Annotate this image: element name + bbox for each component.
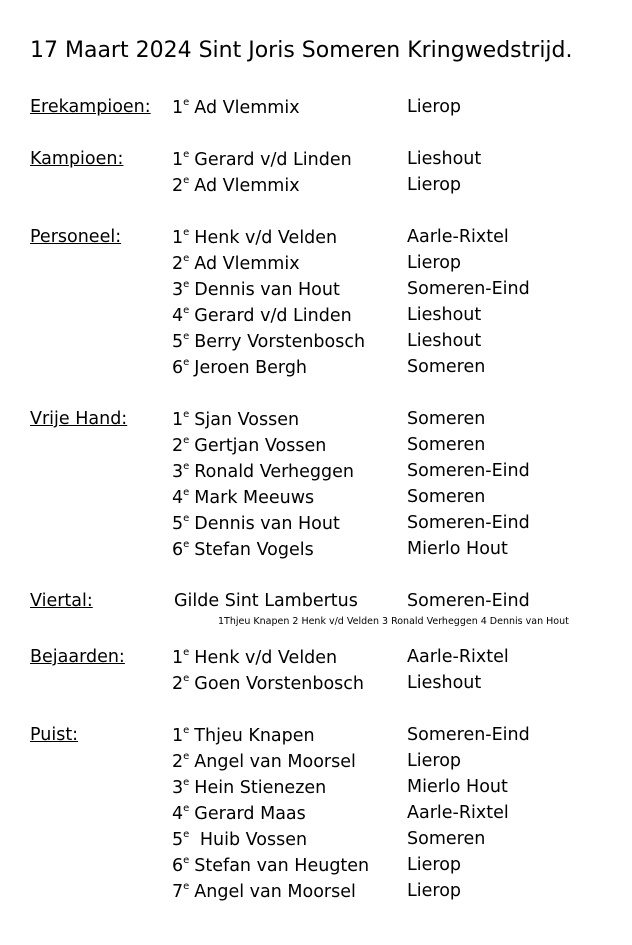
club-name: Someren-Eind: [407, 461, 530, 481]
result-row: 5e Berry Vorstenbosch Lieshout: [172, 331, 482, 352]
participant-name: Stefan Vogels: [194, 540, 314, 560]
section-label-personeel: Personeel:: [30, 227, 122, 247]
club-name: Someren: [407, 409, 486, 429]
section-label-puist: Puist:: [30, 725, 79, 745]
participant-name: Gerard v/d Linden: [194, 306, 352, 326]
club-name: Someren: [407, 357, 486, 377]
participant-name: Jeroen Bergh: [194, 358, 308, 378]
club-name: Lierop: [407, 751, 462, 771]
club-name: Aarle-Rixtel: [407, 803, 509, 823]
club-name: Aarle-Rixtel: [407, 227, 509, 247]
club-name: Someren: [407, 487, 486, 507]
page-title: 17 Maart 2024 Sint Joris Someren Kringwedstrijd.: [30, 38, 573, 63]
club-name: Aarle-Rixtel: [407, 647, 509, 667]
participant-name: Thjeu Knapen: [194, 726, 315, 746]
participant-name: Ad Vlemmix: [194, 176, 300, 196]
club-name: Mierlo Hout: [407, 539, 508, 559]
participant-name: Goen Vorstenbosch: [194, 674, 364, 694]
club-name: Someren: [407, 829, 486, 849]
club-name: Lierop: [407, 855, 462, 875]
result-row: 3e Ronald Verheggen Someren-Eind: [172, 461, 530, 482]
club-name: Lierop: [407, 253, 462, 273]
section-label-kampioen: Kampioen:: [30, 149, 124, 169]
participant-name: Gertjan Vossen: [194, 436, 327, 456]
club-name: Lieshout: [407, 149, 482, 169]
participant-name: Stefan van Heugten: [194, 856, 370, 876]
result-row: 2e Ad Vlemmix Lierop: [172, 253, 462, 274]
result-row: 1e Thjeu Knapen Someren-Eind: [172, 725, 530, 746]
participant-name: Huib Vossen: [194, 830, 308, 850]
result-row: 6e Stefan van Heugten Lierop: [172, 855, 462, 876]
result-row: 5e Dennis van Hout Someren-Eind: [172, 513, 530, 534]
club-name: Lierop: [407, 881, 462, 901]
participant-name: Mark Meeuws: [194, 488, 315, 508]
club-name: Lierop: [407, 97, 462, 117]
section-label-viertal: Viertal:: [30, 591, 93, 611]
result-row: 2e Goen Vorstenbosch Lieshout: [172, 673, 482, 694]
result-row: 4e Gerard v/d Linden Lieshout: [172, 305, 482, 326]
team-members-note: 1Thjeu Knapen 2 Henk v/d Velden 3 Ronald Verheggen 4 Dennis van Hout: [218, 616, 569, 627]
participant-name: Gerard Maas: [194, 804, 306, 824]
result-row: 6e Jeroen Bergh Someren: [172, 357, 486, 378]
section-label-bejaarden: Bejaarden:: [30, 647, 125, 667]
participant-name: Dennis van Hout: [194, 280, 340, 300]
club-name: Someren-Eind: [407, 279, 530, 299]
result-row: 2e Ad Vlemmix Lierop: [172, 175, 462, 196]
result-row: 1e Gerard v/d Linden Lieshout: [172, 149, 482, 170]
result-row: 1e Sjan Vossen Someren: [172, 409, 486, 430]
result-row: 2e Gertjan Vossen Someren: [172, 435, 486, 456]
club-name: Lierop: [407, 175, 462, 195]
result-row: 4e Gerard Maas Aarle-Rixtel: [172, 803, 509, 824]
club-name: Lieshout: [407, 673, 482, 693]
result-row: 7e Angel van Moorsel Lierop: [172, 881, 462, 902]
participant-name: Henk v/d Velden: [194, 648, 338, 668]
participant-name: Berry Vorstenbosch: [194, 332, 366, 352]
participant-name: Angel van Moorsel: [194, 882, 356, 902]
result-row: 3e Dennis van Hout Someren-Eind: [172, 279, 530, 300]
team-name: Gilde Sint Lambertus: [174, 591, 358, 611]
result-row: 1e Henk v/d Velden Aarle-Rixtel: [172, 647, 509, 668]
participant-name: Hein Stienezen: [194, 778, 327, 798]
result-row: 2e Angel van Moorsel Lierop: [172, 751, 462, 772]
club-name: Lieshout: [407, 305, 482, 325]
participant-name: Sjan Vossen: [194, 410, 300, 430]
participant-name: Henk v/d Velden: [194, 228, 338, 248]
section-label-vrije-hand: Vrije Hand:: [30, 409, 128, 429]
participant-name: Ronald Verheggen: [194, 462, 354, 482]
participant-name: Gerard v/d Linden: [194, 150, 352, 170]
club-name: Someren-Eind: [407, 591, 530, 611]
participant-name: Ad Vlemmix: [194, 254, 300, 274]
club-name: Someren: [407, 435, 486, 455]
result-row: 1e Henk v/d Velden Aarle-Rixtel: [172, 227, 509, 248]
result-row: 4e Mark Meeuws Someren: [172, 487, 486, 508]
participant-name: Dennis van Hout: [194, 514, 340, 534]
participant-name: Ad Vlemmix: [194, 98, 300, 118]
club-name: Someren-Eind: [407, 513, 530, 533]
result-row: 6e Stefan Vogels Mierlo Hout: [172, 539, 508, 560]
section-label-erekampioen: Erekampioen:: [30, 97, 151, 117]
result-row: 3e Hein Stienezen Mierlo Hout: [172, 777, 508, 798]
club-name: Lieshout: [407, 331, 482, 351]
club-name: Mierlo Hout: [407, 777, 508, 797]
result-row: 1e Ad Vlemmix Lierop: [172, 97, 462, 118]
participant-name: Angel van Moorsel: [194, 752, 356, 772]
result-row: 5e Huib Vossen Someren: [172, 829, 486, 850]
club-name: Someren-Eind: [407, 725, 530, 745]
